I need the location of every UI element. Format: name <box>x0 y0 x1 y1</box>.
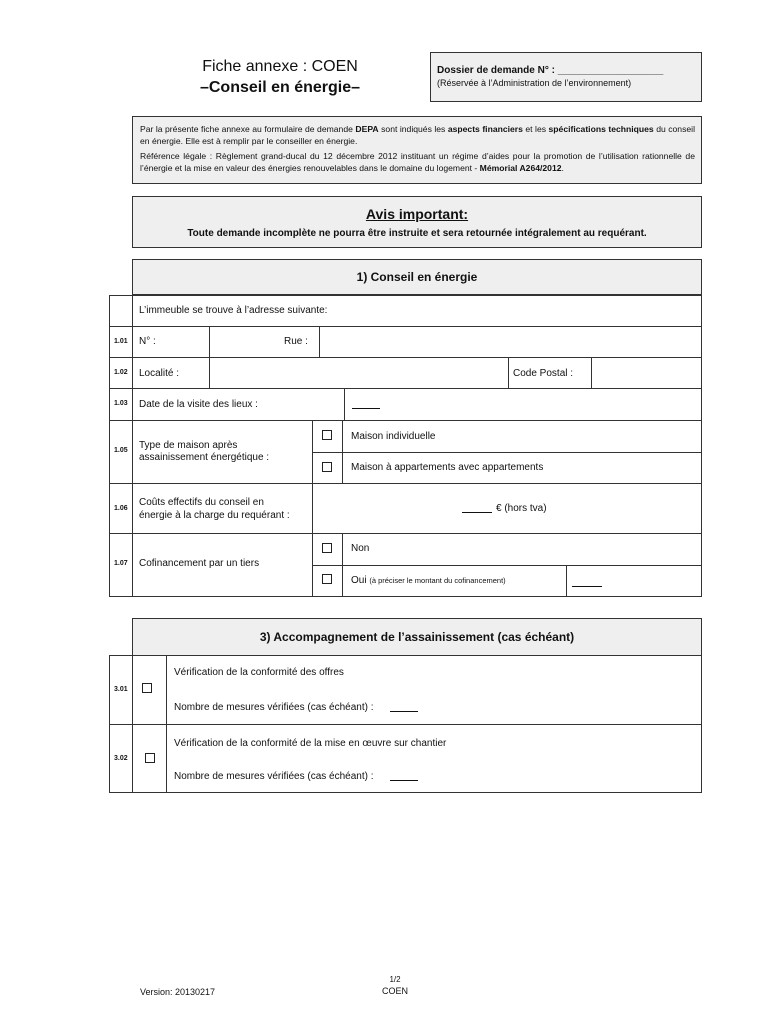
checkbox-verif-chantier[interactable] <box>145 753 155 763</box>
option-non: Non <box>351 543 370 554</box>
label-couts-2: énergie à la charge du requérant : <box>139 510 290 521</box>
row-number: 3.02 <box>114 755 128 762</box>
address-intro: L’immeuble se trouve à l’adresse suivante: <box>139 305 328 316</box>
label-numero: N° : <box>139 336 156 347</box>
checkbox-maison-appartements[interactable] <box>322 462 332 472</box>
intro-box <box>132 116 702 184</box>
footer-code: COEN <box>381 986 408 996</box>
row-number: 3.01 <box>114 686 128 693</box>
row-number: 1.07 <box>114 560 128 567</box>
row-number: 1.02 <box>114 369 128 376</box>
label-type-maison-1: Type de maison après <box>139 440 238 451</box>
checkbox-oui[interactable] <box>322 574 332 584</box>
label-cofinancement: Cofinancement par un tiers <box>139 558 260 569</box>
label-code-postal: Code Postal : <box>513 368 574 379</box>
footer-version: Version: 20130217 <box>140 987 216 997</box>
label-date-visite: Date de la visite des lieux : <box>139 399 258 410</box>
dossier-box <box>430 52 702 102</box>
dossier-label: Dossier de demande N° : ___________________ <box>437 65 664 76</box>
notice-text: Toute demande incomplète ne pourra être instruite et sera retournée intégralement au requérant. <box>187 228 647 239</box>
nb-mesures-chantier-blank[interactable] <box>390 780 418 781</box>
label-nb-mesures-offres: Nombre de mesures vérifiées (cas échéant) : <box>174 702 374 713</box>
checkbox-non[interactable] <box>322 543 332 553</box>
option-maison-appartements: Maison à appartements avec appartements <box>351 462 544 473</box>
label-type-maison-2: assainissement énergétique : <box>139 452 270 463</box>
cofinancement-blank[interactable] <box>572 586 602 587</box>
form-subtitle: –Conseil en énergie– <box>199 79 361 96</box>
notice-heading: Avis important: <box>365 206 469 222</box>
form-title: Fiche annexe : COEN <box>202 58 358 75</box>
label-localite: Localité : <box>139 368 180 379</box>
footer-page: 1/2 <box>389 975 401 984</box>
label-verif-chantier: Vérification de la conformité de la mise en œuvre sur chantier <box>174 738 447 749</box>
row-number: 1.05 <box>114 447 128 454</box>
dossier-note: (Réservée à l’Administration de l’environnement) <box>437 78 632 88</box>
label-rue: Rue : <box>284 336 308 347</box>
section1-header: 1) Conseil en énergie <box>132 259 702 295</box>
row-number: 1.01 <box>114 338 128 345</box>
checkbox-maison-individuelle[interactable] <box>322 430 332 440</box>
option-oui: Oui (à préciser le montant du cofinancement) <box>351 575 506 586</box>
option-maison-individuelle: Maison individuelle <box>351 431 436 442</box>
option-oui-note: (à préciser le montant du cofinancement) <box>369 576 506 585</box>
couts-unit: € (hors tva) <box>496 503 547 514</box>
couts-blank[interactable] <box>462 512 492 513</box>
notice-box <box>132 196 702 248</box>
label-couts-1: Coûts effectifs du conseil en <box>139 497 264 508</box>
row-number: 1.03 <box>114 400 128 407</box>
intro-paragraph-2: Référence légale : Règlement grand-ducal du 12 décembre 2012 instituant un régime d’aides pour la promotion de l’utilisation rationnelle de l’énergie et la mise en valeur des énergies renouvelables dans le domaine du logement - Mémorial A264/2012. <box>140 151 695 173</box>
date-blank[interactable] <box>352 408 380 409</box>
row-number: 1.06 <box>114 505 128 512</box>
intro-paragraph-1: Par la présente fiche annexe au formulaire de demande DEPA sont indiqués les aspects financiers et les spécifications techniques du conseil en énergie. Elle est à remplir par le conseiller en énergie. <box>140 124 695 146</box>
checkbox-verif-offres[interactable] <box>142 683 152 693</box>
nb-mesures-offres-blank[interactable] <box>390 711 418 712</box>
label-verif-offres: Vérification de la conformité des offres <box>174 667 344 678</box>
label-nb-mesures-chantier: Nombre de mesures vérifiées (cas échéant) : <box>174 771 374 782</box>
section3-header: 3) Accompagnement de l’assainissement (cas échéant) <box>132 618 702 656</box>
